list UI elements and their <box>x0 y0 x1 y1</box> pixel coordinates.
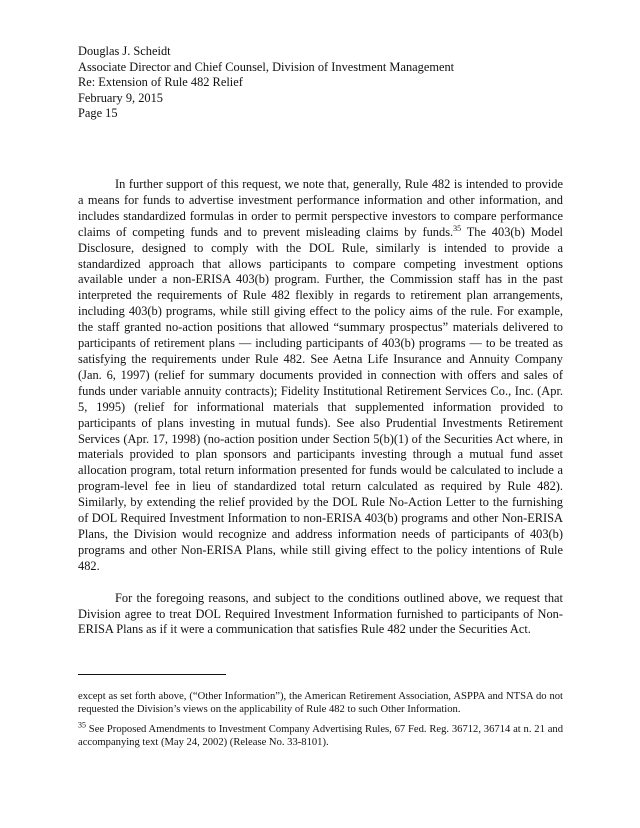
letter-header <box>78 44 454 122</box>
addressee-title: Associate Director and Chief Counsel, Division of Investment Management <box>78 59 455 74</box>
footnotes <box>78 690 563 750</box>
letter-body <box>78 177 563 638</box>
letter-date: February 9, 2015 <box>78 90 163 105</box>
subject-line: Re: Extension of Rule 482 Relief <box>78 75 243 90</box>
footnote-continued: except as set forth above, (“Other Information”), the American Retirement Association, ASPPA and NTSA do not requested the Division’s views on the applicability of Rule 482 to such Other Information. <box>78 691 563 716</box>
addressee-name: Douglas J. Scheidt <box>78 44 171 58</box>
page-number: Page 15 <box>78 106 118 121</box>
paragraph-1 <box>78 177 563 575</box>
paragraph-1-text-b: The 403(b) Model Disclosure, designed to comply with the DOL Rule, similarly is intended to provide a standardized approach that allows participants to compare competing investment options available under a non-ERISA 403(b) program. Further, the Commission staff has in the past interpreted the requirements of Rule 482 flexibly in regards to retirement plan arrangements, including 403(b) programs, while still giving effect to the policy aims of the rule. For example, the staff granted no-action positions that allowed “summary prospectus” materials delivered to participants of retirement plans — including participants of 403(b) programs — to be treated as satisfying the requirements under Rule 482. See Aetna Life Insurance and Annuity Company (Jan. 6, 1997) (relief for summary documents provided in connection with offers and sales of funds under variable annuity contracts); Fidelity Institutional Retirement Services Co., Inc. (Apr. 5, 1995) (relief for informational materials that supplemented information provided to participants of plans investing in mutual funds). See also Prudential Investments Retirement Services (Apr. 17, 1998) (no-action position under Section 5(b)(1) of the Securities Act where, in materials provided to plan sponsors and participants investing through a mutual fund asset allocation program, total return information presented for funds would be calculated to include a program-level fee in lieu of standardized total return calculated as required by Rule 482). Similarly, by extending the relief provided by the DOL Rule No-Action Letter to the furnishing of DOL Required Investment Information to non-ERISA 403(b) programs and other Non-ERISA Plans, the Division would recognize and address information needs of participants of 403(b) programs and other Non-ERISA Plans, while still giving effect to the policy intentions of Rule 482. <box>78 224 564 573</box>
footnote-ref-35: 35 <box>453 223 462 233</box>
paragraph-2: For the foregoing reasons, and subject to the conditions outlined above, we request that Division agree to treat DOL Required Investment Information furnished to participants of Non-ERISA Plans as if it were a communication that satisfies Rule 482 under the Securities Act. <box>78 590 563 637</box>
footnote-35 <box>78 720 563 750</box>
footnote-35-text: See Proposed Amendments to Investment Company Advertising Rules, 67 Fed. Reg. 36712, 36714 at n. 21 and accompanying text (May 24, 2002) (Release No. 33-8101). <box>78 723 563 749</box>
paragraph-1-text-a: In further support of this request, we note that, generally, Rule 482 is intended to provide a means for funds to advertise investment performance information and other information, and includes standardized formulas in order to permit perspective investors to compare performance claims of competing funds and to prevent misleading claims by funds. <box>78 177 563 239</box>
footnote-35-marker: 35 <box>78 720 86 730</box>
footnote-divider <box>78 674 226 675</box>
